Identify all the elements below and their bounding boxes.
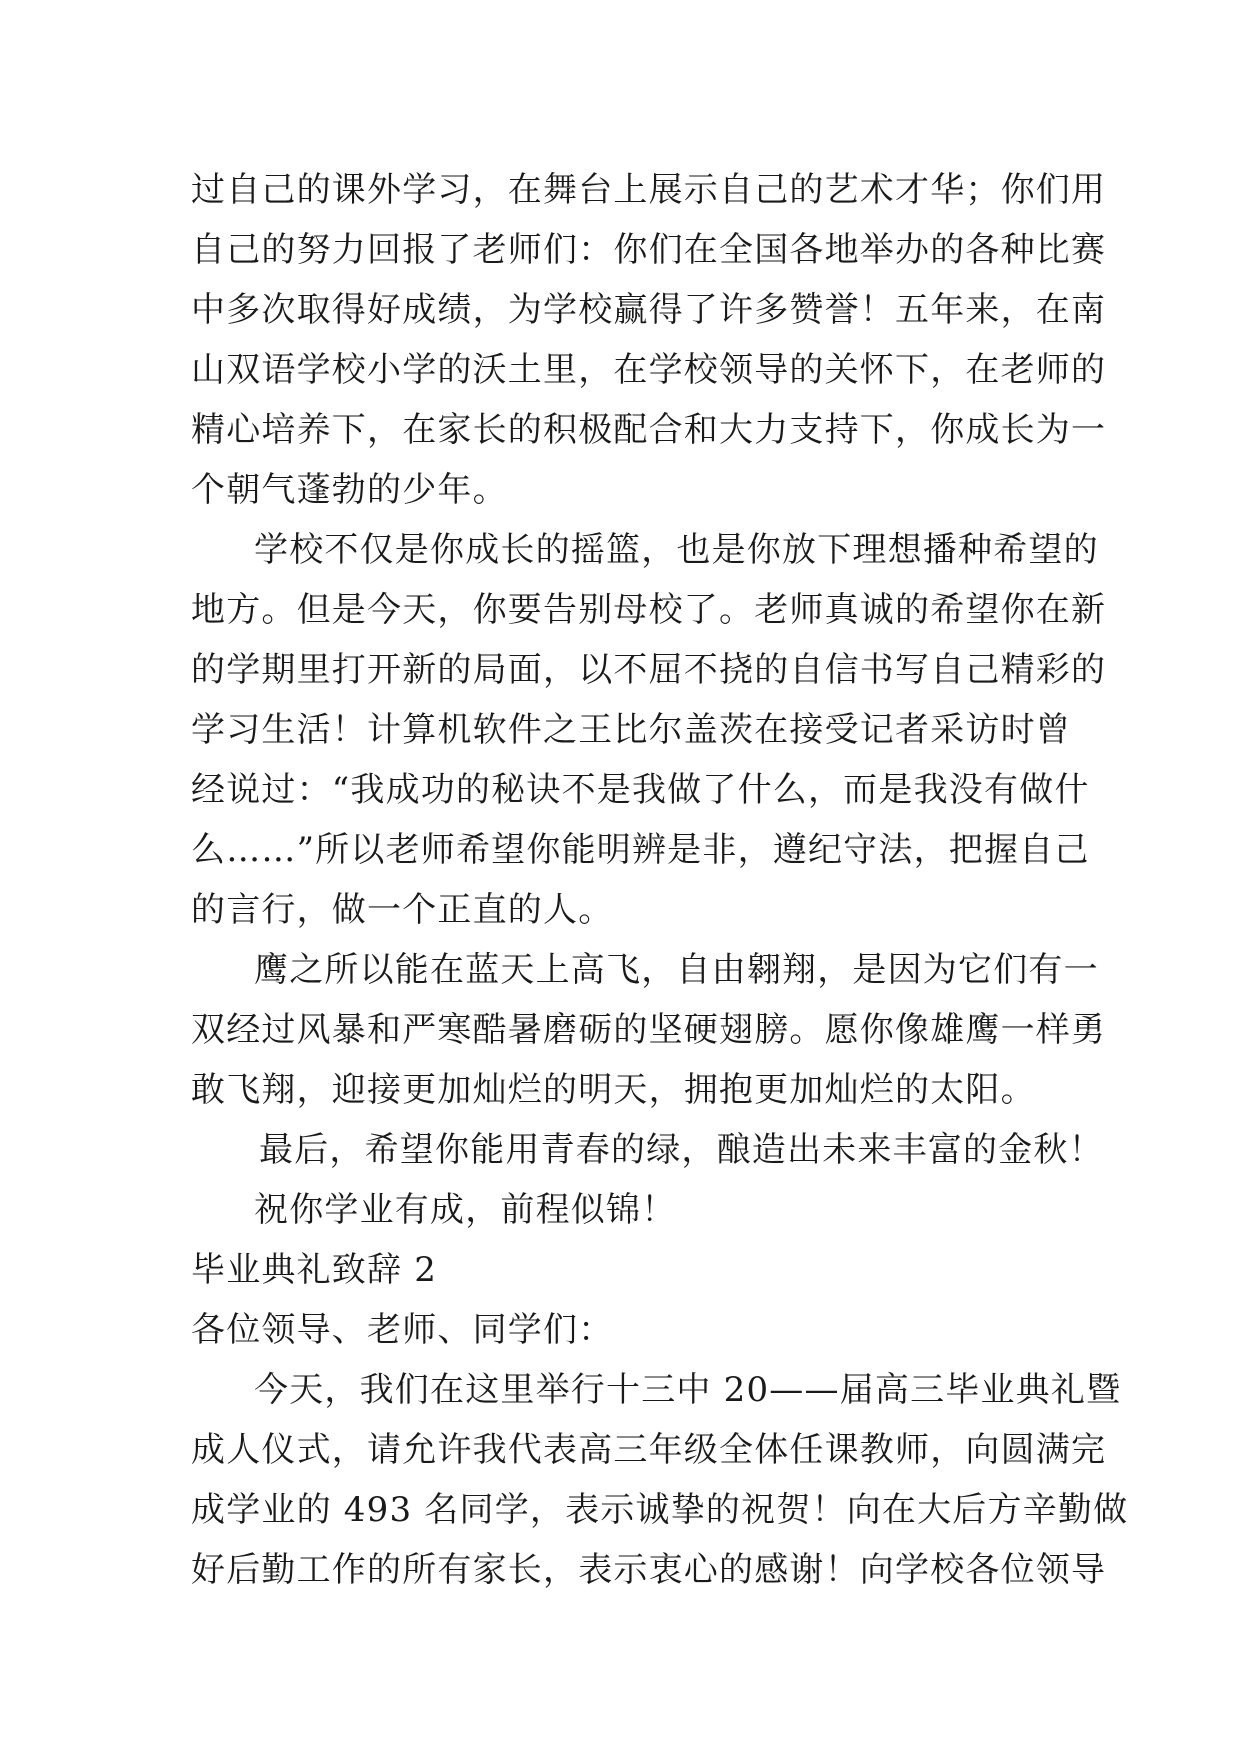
- text-line: 地方。但是今天，你要告别母校了。老师真诚的希望你在新: [191, 590, 1107, 630]
- text-line: 成学业的 493 名同学，表示诚挚的祝贺！向在大后方辛勤做: [191, 1490, 1129, 1530]
- text-line: 自己的努力回报了老师们：你们在全国各地举办的各种比赛: [191, 230, 1107, 270]
- text-line: 鹰之所以能在蓝天上高飞，自由翱翔，是因为它们有一: [254, 950, 1099, 990]
- text-line: 过自己的课外学习，在舞台上展示自己的艺术才华；你们用: [191, 170, 1107, 210]
- text-line: 最后，希望你能用青春的绿，酿造出未来丰富的金秋！: [259, 1130, 1104, 1170]
- text-line: 双经过风暴和严寒酷暑磨砺的坚硬翅膀。愿你像雄鹰一样勇: [191, 1010, 1107, 1050]
- text-line: 的学期里打开新的局面，以不屈不挠的自信书写自己精彩的: [191, 650, 1107, 690]
- text-line: 山双语学校小学的沃土里，在学校领导的关怀下，在老师的: [191, 350, 1107, 390]
- text-line: 今天，我们在这里举行十三中 20——届高三毕业典礼暨: [254, 1370, 1122, 1410]
- text-line: 经说过：“我成功的秘诀不是我做了什么，而是我没有做什: [191, 770, 1090, 810]
- text-line: 的言行，做一个正直的人。: [191, 890, 614, 930]
- text-line: 么……”所以老师希望你能明辨是非，遵纪守法，把握自己: [191, 830, 1090, 870]
- section-heading: 毕业典礼致辞 2: [191, 1250, 438, 1290]
- text-line: 祝你学业有成，前程似锦！: [254, 1190, 677, 1230]
- document-page: [191, 160, 1129, 1600]
- text-line: 学校不仅是你成长的摇篮，也是你放下理想播种希望的: [254, 530, 1099, 570]
- salutation: 各位领导、老师、同学们：: [191, 1310, 614, 1350]
- text-line: 学习生活！计算机软件之王比尔盖茨在接受记者采访时曾: [191, 710, 1071, 750]
- text-line: 好后勤工作的所有家长，表示衷心的感谢！向学校各位领导: [191, 1550, 1107, 1590]
- text-line: 个朝气蓬勃的少年。: [191, 470, 508, 510]
- text-line: 精心培养下，在家长的积极配合和大力支持下，你成长为一: [191, 410, 1107, 450]
- text-line: 成人仪式，请允许我代表高三年级全体任课教师，向圆满完: [191, 1430, 1107, 1470]
- text-line: 敢飞翔，迎接更加灿烂的明天，拥抱更加灿烂的太阳。: [191, 1070, 1036, 1110]
- text-line: 中多次取得好成绩，为学校赢得了许多赞誉！五年来，在南: [191, 290, 1107, 330]
